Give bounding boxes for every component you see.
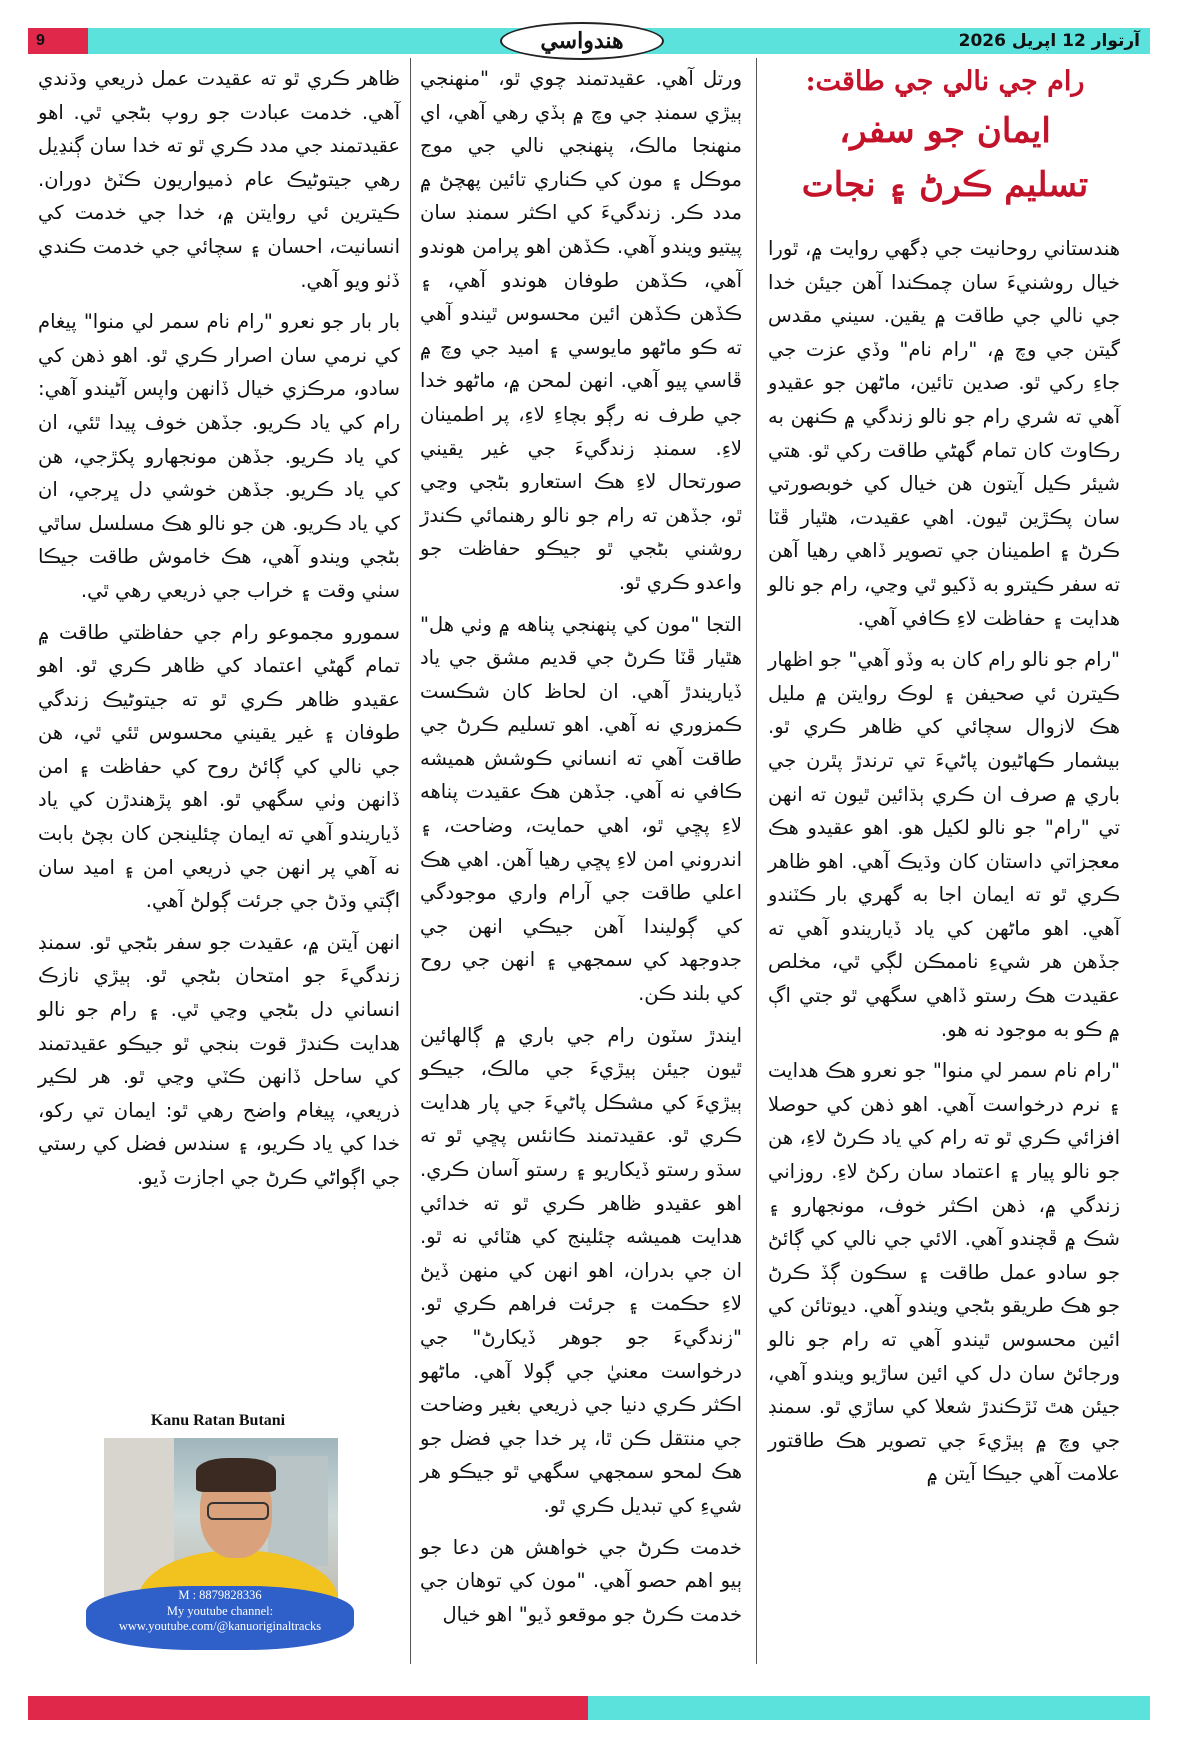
- paragraph: ورتل آهي. عقيدتمند چوي ٿو، "منهنجي ٻيڙي سمنڊ جي وچ ۾ ٻڏي رهي آهي، اي منهنجا مالڪ، پنهنجي نالي جي موج موڪل ۽ مون کي ڪناري تائين پهچڻ ۾ مدد ڪر. زندگيءَ کي اڪثر سمنڊ سان پيتيو ويندو آهي. ڪڏهن اهو پرامن هوندو آهي، ڪڏهن طوفان هوندو آهي، ۽ ڪڏهن ڪڏهن ائين محسوس ٿيندو آهي ته ڪو ماڻهو مايوسي ۽ اميد جي وچ ۾ ڦاسي پيو آهي. انهن لمحن ۾، ماڻهو خدا جي طرف نه رڳو بچاءِ لاءِ، پر اطمينان لاءِ. سمنڊ زندگيءَ جي غير يقيني صورتحال لاءِ هڪ استعارو بڻجي وڃي ٿو، جڏهن ته رام جو نالو رهنمائي ڪندڙ روشني بڻجي ٿو جيڪو حفاظت جو واعدو ڪري ٿو.: [420, 67, 742, 594]
- youtube-label: My youtube channel:: [166, 1603, 274, 1618]
- headline-line-1: رام جي نالي جي طاقت:: [805, 66, 1085, 97]
- paragraph: "رام نام سمر لي منوا" جو نعرو هڪ هدايت ۽ نرم درخواست آهي. اهو ذهن کي حوصلا افزائي ڪري ٿو ته رام کي ياد ڪرڻ لاءِ، هن جو نالو پيار ۽ اعتماد سان رکڻ لاءِ. روزاني زندگي ۾، ذهن اڪثر خوف، مونجهارو ۽ شڪ ۾ ڦچندو آهي. الائي جي نالي کي ڳائڻ جو سادو عمل طاقت ۽ سڪون ڳڏ ڪرڻ جو هڪ طريقو بڻجي ويندو آهي. ديوتائن کي ائين محسوس ٿيندو آهي ته رام جو نالو ورجائڻ سان دل کي ائين ساڙيو ويندو آهي، جيئن هٿ ٽڙڪندڙ شعلا کي ساڙي ٿو. سمنڊ جي وچ ۾ ٻيڙيءَ جي تصوير هڪ طاقتور علامت آهي جيڪا آيتن ۾: [768, 1059, 1120, 1486]
- paragraph: ظاهر ڪري ٿو ته عقيدت عمل ذريعي وڌندي آهي. خدمت عبادت جو روپ بڻجي ٿي. اهو عقيدتمند جي مدد ڪري ٿو ته خدا سان ڳنڍيل رهي جيتوڻيڪ عام ذميواريون ڪٽڻ دوران. ڪيترين ئي روايتن ۾، خدا جي خدمت کي انسانيت، احسان ۽ سچائي جي خدمت ڪندي ڏٺو ويو آهي.: [38, 67, 400, 292]
- article-column-middle: [420, 62, 742, 1639]
- column-divider: [756, 58, 757, 1664]
- article-column-left: [38, 62, 400, 1203]
- paragraph: ايندڙ سٽون رام جي باري ۾ ڳالهائين ٿيون جيئن ٻيڙيءَ جي مالڪ، جيڪو ٻيڙيءَ کي مشڪل پاڻيءَ جي پار هدايت ڪري ٿو. عقيدتمند ڪانئس پڇي ٿو ته سڌو رستو ڏيکاريو ۽ رستو آسان ڪري. اهو عقيدو ظاهر ڪري ٿو ته خدائي هدايت هميشه چئلينج کي هٽائي نه ٿو. ان جي بدران، اهو انهن کي منهن ڏيڻ لاءِ حڪمت ۽ جرئت فراهم ڪري ٿو. "زندگيءَ جو جوهر ڏيکارڻ" جي درخواست معنيٰ جي ڳولا آهي. ماڻهو اڪثر ڪري دنيا جي ذريعي بغير وضاحت جي منتقل ڪن ٿا، پر خدا جي فضل جو هڪ لمحو سمجهي سگهي ٿو جيڪو هر شيءِ کي تبديل ڪري ٿو.: [420, 1023, 742, 1517]
- paragraph: التجا "مون کي پنهنجي پناهه ۾ وٺي هل" هٿيار ڦٽا ڪرڻ جي قديم مشق جي ياد ڏياريندڙ آهي. ان لحاظ کان شڪست ڪمزوري نه آهي. اهو تسليم ڪرڻ جي طاقت آهي ته انساني ڪوشش هميشه ڪافي نه آهي. جڏهن هڪ عقيدت پناهه لاءِ پڇي ٿو، اهي حمايت، وضاحت، ۽ اندروني امن لاءِ پڇي رهيا آهن. اهي هڪ اعلي طاقت جي آرام واري موجودگي کي ڳوليندا آهن جيڪي انهن جي جدوجهد کي سمجهي ۽ انهن جي روح کي بلند ڪن.: [420, 612, 742, 1006]
- footer-red-bar: [28, 1696, 588, 1720]
- masthead-logo: هندواسي: [500, 22, 664, 60]
- paragraph: خدمت ڪرڻ جي خواهش هن دعا جو ٻيو اهم حصو آهي. "مون کي توهان جي خدمت ڪرڻ جو موقعو ڏيو" اهو خيال: [420, 1535, 742, 1626]
- article-column-right: [768, 232, 1120, 1499]
- author-contact-box: [86, 1586, 354, 1650]
- paragraph: "رام جو نالو رام کان به وڏو آهي" جو اظهار ڪيترن ئي صحيفن ۽ لوڪ روايتن ۾ مليل هڪ لازوال سچائي کي ظاهر ڪري ٿو. بيشمار ڪهاڻيون پاڻيءَ تي ترندڙ پٿرن جي باري ۾ صرف ان ڪري ٻڌائين ٿيون ته انهن تي "رام" جو نالو لکيل هو. اهو عقيدو هڪ معجزاتي داستان کان وڌيڪ آهي. اهو ظاهر ڪري ٿو ته ايمان اجا به گهري بار ڪٽندو آهي. اهو ماڻهن کي ياد ڏياريندو آهي ته جڏهن هر شيءِ ناممڪن لڳي ٿي، مخلص عقيدت هڪ رستو ڏاهي سگهي ٿو جتي اڳ ۾ ڪو به موجود نه هو.: [768, 648, 1120, 1041]
- paragraph: بار بار جو نعرو "رام نام سمر لي منوا" پيغام کي نرمي سان اصرار ڪري ٿو. اهو ذهن کي سادو، مرڪزي خيال ڏانهن واپس آڻيندو آهي: رام کي ياد ڪريو. جڏهن خوف پيدا ٿئي، ان کي ياد ڪريو. جڏهن مونجهارو پکڙجي، هن کي ياد ڪريو. جڏهن خوشي دل ڀرجي، ان کي ياد ڪريو. هن جو نالو هڪ مسلسل ساٿي بڻجي ويندو آهي، هڪ خاموش طاقت جيڪا سٺي وقت ۽ خراب جي ذريعي رهي ٿي.: [38, 310, 400, 602]
- paragraph: انهن آيتن ۾، عقيدت جو سفر بڻجي ٿو. سمنڊ زندگيءَ جو امتحان بڻجي ٿو. ٻيڙي نازڪ انساني دل بڻجي وڃي ٿي. ۽ رام جو نالو هدايت ڪندڙ قوت بنجي ٿو جيڪو عقيدتمند کي ساحل ڏانهن ڪٽي وڃي ٿو. هر لڪير ذريعي، پيغام واضح رهي ٿو: ايمان تي رکو، خدا کي ياد ڪريو، ۽ سندس فضل کي رستي جي اڳواڻي ڪرڻ جي اجازت ڏيو.: [38, 930, 400, 1189]
- headline-line-2: ايمان جو سفر،: [839, 111, 1051, 151]
- page-number: 9: [36, 32, 45, 49]
- author-name: Kanu Ratan Butani: [150, 1412, 286, 1429]
- column-divider: [410, 58, 411, 1664]
- paragraph: هندستاني روحانيت جي ڊگهي روايت ۾، ٿورا خيال روشنيءَ سان چمڪندا آهن جيئن خدا جي نالي جي طاقت ۾ يقين. سيني مقدس گيتن جي وچ ۾، "رام نام" وڏي عزت جي جاءِ رکي ٿو. صدين تائين، ماڻهن جو عقيدو آهي ته شري رام جو نالو زندگي ۾ ڪنهن به رڪاوٽ کان تمام گهڻي طاقت رکي ٿو. هتي شيئر ڪيل آيتون هن خيال کي خوبصورتي سان پڪڙين ٿيون. اهي عقيدت، هٿيار ڦٽا ڪرڻ ۽ اطمينان جي تصوير ڏاهي رهيا آهن ته سفر ڪيترو به ڏکيو ٿي وڃي، رام جو نالو هدايت ۽ حفاظت لاءِ ڪافي آهي.: [768, 237, 1120, 630]
- author-mobile: M : 8879828336: [178, 1588, 262, 1602]
- youtube-link[interactable]: www.youtube.com/@kanuoriginaltracks: [118, 1619, 322, 1633]
- dateline: آرتوار 12 اپريل 2026: [958, 31, 1140, 51]
- article-headline: [760, 60, 1130, 212]
- paragraph: سمورو مجموعو رام جي حفاظتي طاقت ۾ تمام گهڻي اعتماد کي ظاهر ڪري ٿو. اهو عقيدو ظاهر ڪري ٿو ته جيتوڻيڪ زندگي طوفان ۽ غير يقيني محسوس ٿئي ٿي، هن جي نالي کي ڳائڻ روح کي حفاظت ۽ امن ڏانهن وٺي سگهي ٿو. اهو پڙهندڙن کي ياد ڏياريندو آهي ته ايمان چئلينجن کان بچڻ بابت نه آهي پر انهن جي ذريعي امن ۽ اميد سان اڳتي وڌڻ جي جرئت ڳولڻ آهي.: [38, 620, 400, 913]
- headline-line-3: تسليم ڪرڻ ۽ نجات: [801, 165, 1089, 205]
- footer-cyan-bar: [588, 1696, 1150, 1720]
